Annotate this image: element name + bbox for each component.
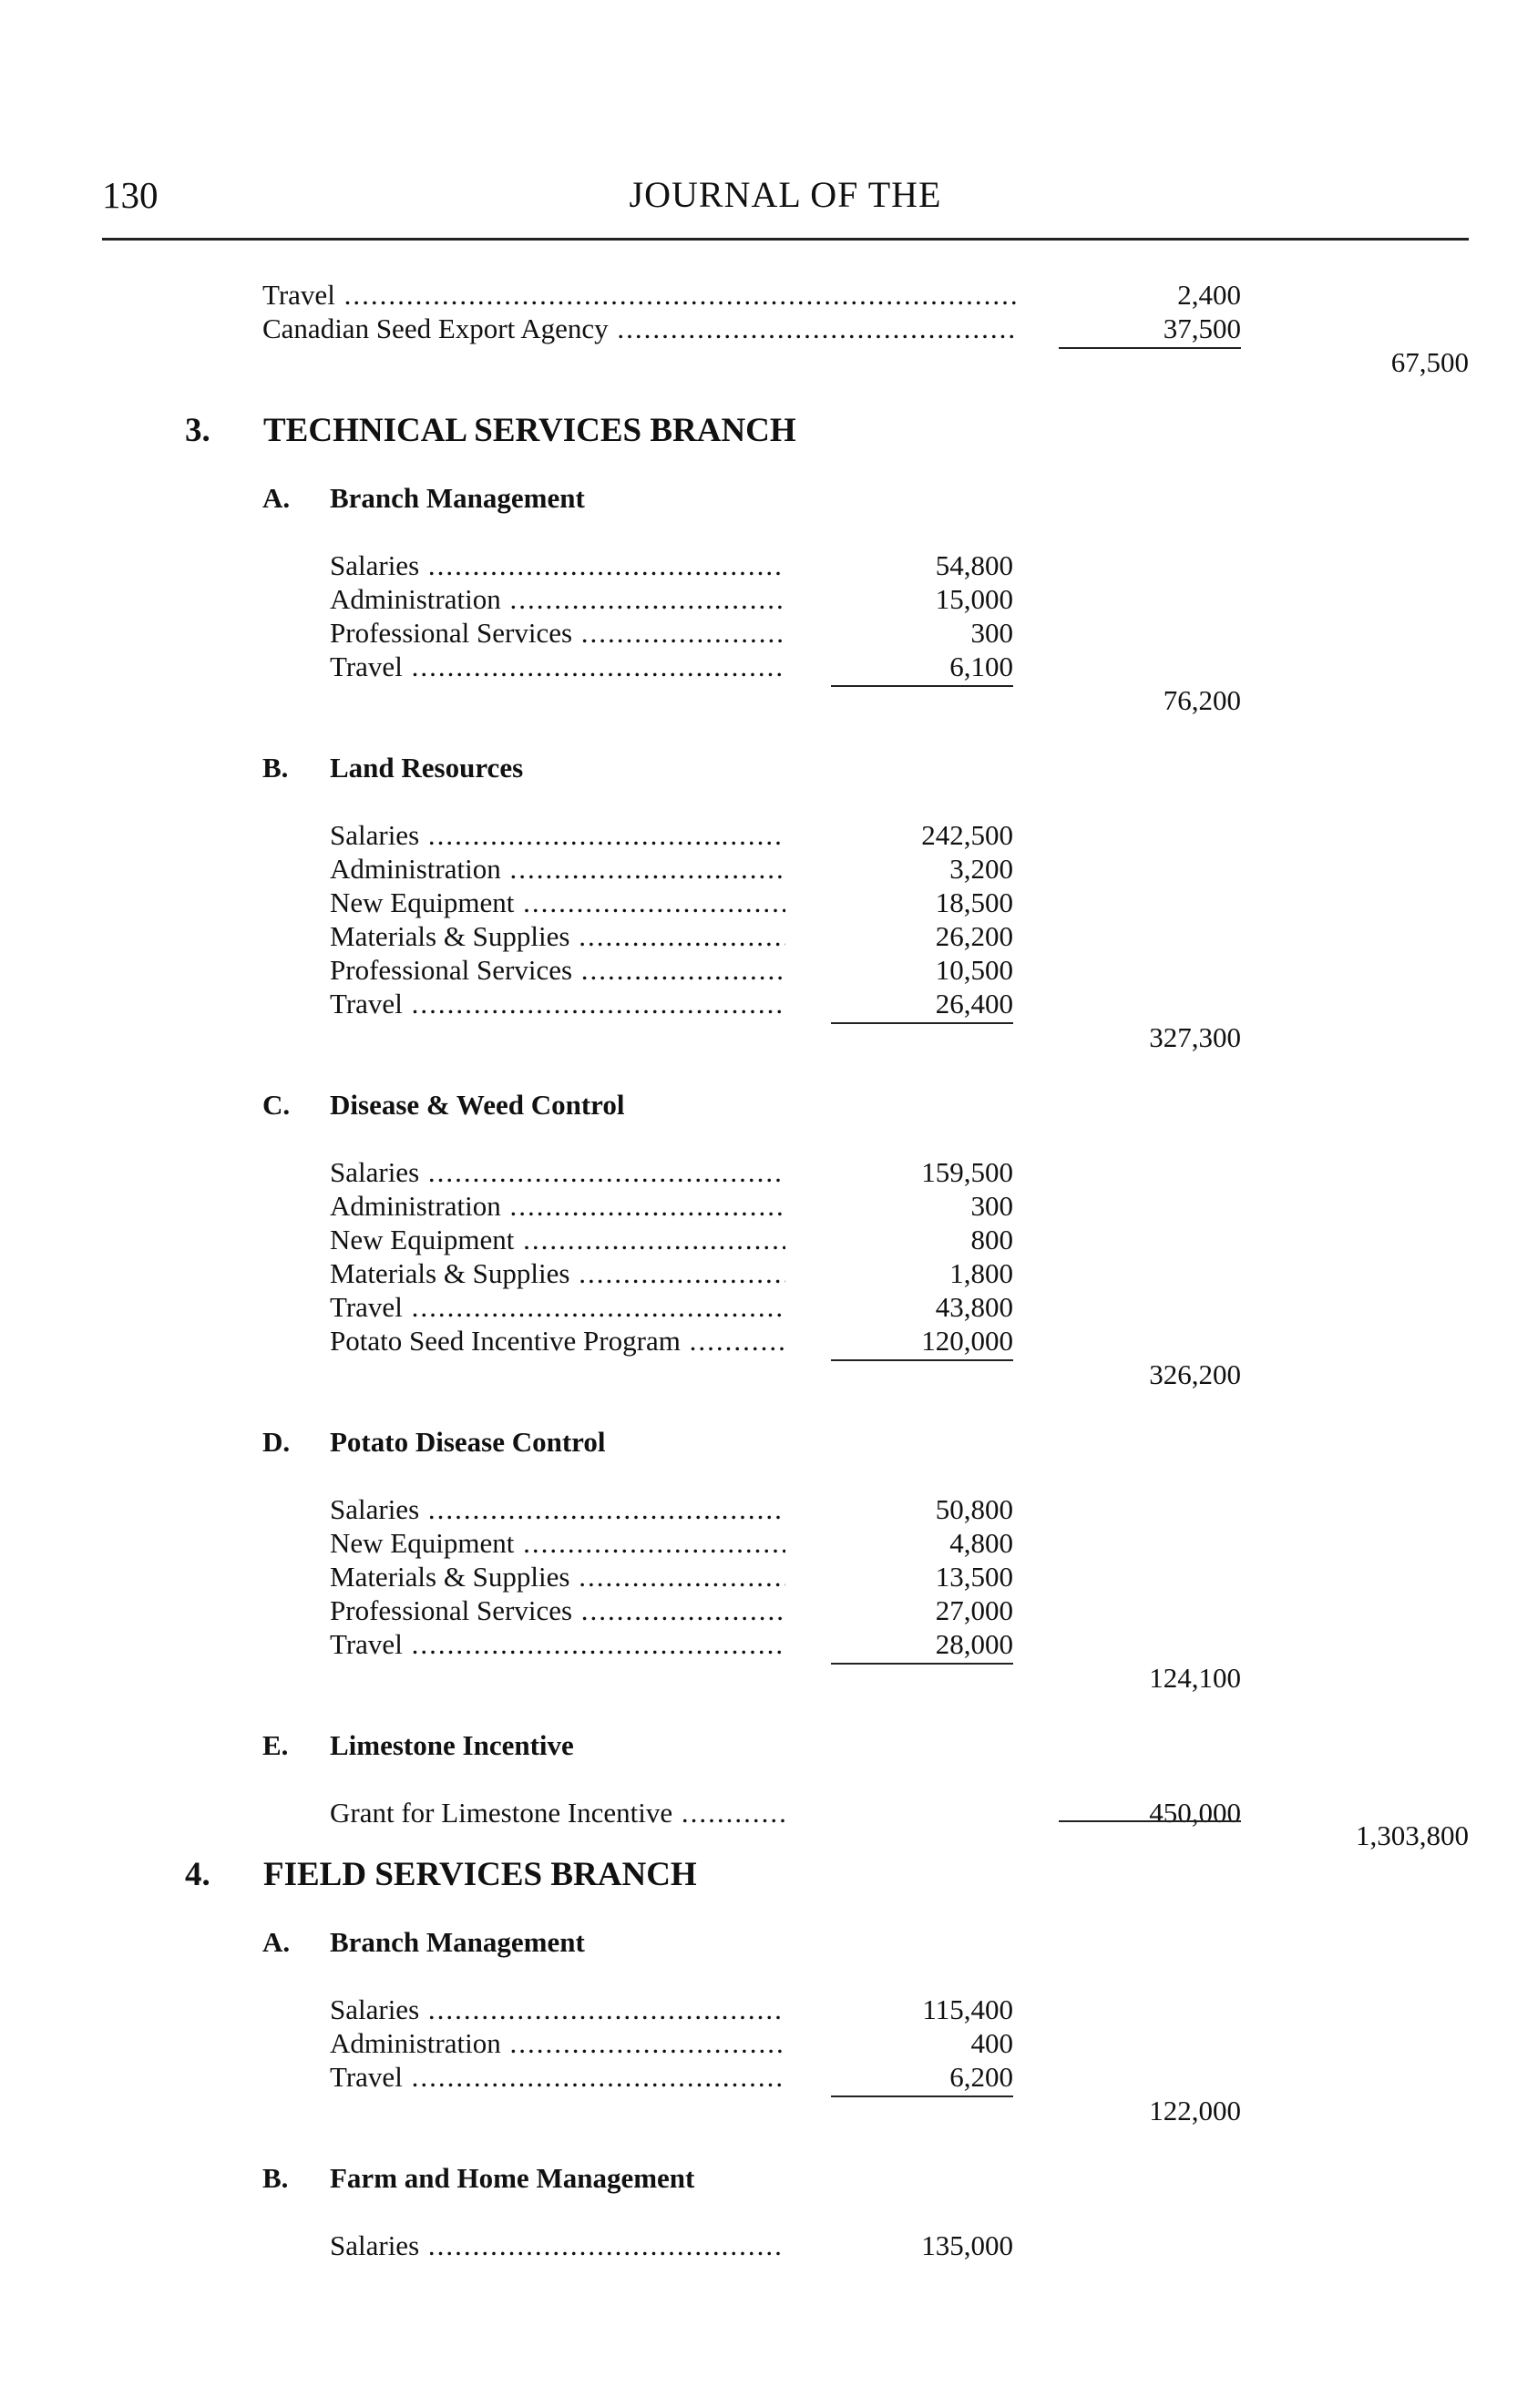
line-item-text: New Equipment .....	[330, 886, 785, 918]
line-item-text: Travel .....	[262, 279, 1019, 311]
line-item-text: Administration .....	[330, 583, 785, 615]
line-item	[262, 312, 1241, 346]
line-item-text: Administration .....	[330, 853, 785, 885]
line-item-text: Salaries .....	[330, 1993, 785, 2025]
line-item-text: Materials & Supplies .....	[330, 920, 785, 952]
line-item-label	[330, 1492, 785, 1527]
line-item-text: Professional Services .....	[330, 617, 785, 649]
line-item-text: New Equipment .....	[330, 1527, 785, 1559]
line-item-amount: 6,200	[949, 2061, 1013, 2093]
line-item	[330, 1560, 1013, 1594]
subsection-subtotal: 124,100	[1149, 1662, 1241, 1694]
line-item-amount: 120,000	[921, 1325, 1013, 1357]
line-item-amount: 43,800	[935, 1291, 1013, 1323]
line-item	[330, 1593, 1013, 1628]
line-item	[330, 818, 1013, 853]
subsection-title: Farm and Home Management	[330, 2162, 695, 2194]
line-item	[330, 1796, 1241, 1830]
line-item	[262, 278, 1241, 313]
line-item-label	[330, 1324, 785, 1358]
subsection-title: Limestone Incentive	[330, 1729, 574, 1761]
line-item-text: Administration .....	[330, 1190, 785, 1222]
subsection-subtotal: 326,200	[1149, 1358, 1241, 1390]
line-item-text: Travel .....	[330, 651, 785, 682]
line-item-amount: 135,000	[921, 2229, 1013, 2261]
line-item	[330, 2229, 1013, 2263]
line-item-text: Materials & Supplies .....	[330, 1561, 785, 1593]
journal-title: JOURNAL OF THE	[629, 174, 942, 215]
line-item	[330, 1526, 1013, 1561]
subsection-title: Branch Management	[330, 482, 585, 514]
line-item-label	[330, 1796, 785, 1830]
line-item-label	[330, 852, 785, 886]
line-item-label	[330, 987, 785, 1021]
line-item-text: Salaries .....	[330, 1156, 785, 1188]
line-item	[330, 919, 1013, 954]
line-item-amount: 10,500	[935, 954, 1013, 986]
line-item-label	[330, 616, 785, 651]
line-item	[330, 1627, 1013, 1662]
line-item	[330, 1492, 1013, 1527]
line-item-amount: 50,800	[935, 1493, 1013, 1525]
line-item	[330, 1256, 1013, 1291]
line-item-label	[330, 1155, 785, 1190]
line-item	[330, 650, 1013, 684]
line-item	[330, 953, 1013, 988]
line-item-label	[330, 919, 785, 954]
subsection-subtotal: 327,300	[1149, 1021, 1241, 1053]
subsection-title: Branch Management	[330, 1926, 585, 1958]
line-item-amount: 27,000	[935, 1594, 1013, 1626]
line-item	[330, 1223, 1013, 1257]
section-total-rule	[1059, 1820, 1241, 1822]
line-item-amount: 37,500	[1163, 313, 1241, 344]
line-item-label	[330, 2060, 785, 2095]
line-item-text: Grant for Limestone Incentive .....	[330, 1797, 785, 1829]
line-item	[330, 1290, 1013, 1325]
line-item	[330, 1324, 1013, 1358]
line-item-amount: 2,400	[1177, 279, 1241, 311]
subtotal-rule	[831, 1663, 1013, 1665]
section-total-amount: 1,303,800	[1356, 1819, 1469, 1851]
line-item	[330, 1155, 1013, 1190]
line-item-text: Canadian Seed Export Agency .....	[262, 313, 1019, 344]
subsection-letter: A.	[262, 482, 291, 514]
line-item-label	[330, 1526, 785, 1561]
line-item-amount: 115,400	[922, 1993, 1013, 2025]
line-item-label	[330, 1290, 785, 1325]
line-item-text: Materials & Supplies .....	[330, 1257, 785, 1289]
line-item	[330, 582, 1013, 617]
line-item-label	[330, 818, 785, 853]
section-title: FIELD SERVICES BRANCH	[263, 1856, 697, 1893]
line-item-amount: 159,500	[921, 1156, 1013, 1188]
section-number: 3.	[185, 412, 210, 449]
line-item-label	[330, 650, 785, 684]
line-item-label	[330, 953, 785, 988]
line-item-amount: 26,200	[935, 920, 1013, 952]
line-item-amount: 1,800	[949, 1257, 1013, 1289]
line-item-amount: 15,000	[935, 583, 1013, 615]
line-item-label	[330, 2026, 785, 2061]
line-item-label	[330, 886, 785, 920]
line-item-label	[330, 1189, 785, 1224]
subsection-letter: B.	[262, 2162, 289, 2194]
line-item-amount: 300	[970, 1190, 1013, 1222]
line-item-label	[262, 278, 1019, 313]
line-item-label	[330, 1993, 785, 2027]
line-item-amount: 450,000	[1149, 1797, 1241, 1829]
line-item-text: Travel .....	[330, 1291, 785, 1323]
line-item-amount: 6,100	[949, 651, 1013, 682]
line-item-amount: 242,500	[921, 819, 1013, 851]
line-item-label	[330, 1593, 785, 1628]
subtotal-rule	[831, 1022, 1013, 1024]
line-item-amount: 300	[970, 617, 1013, 649]
line-item-amount: 18,500	[935, 886, 1013, 918]
line-item	[330, 2060, 1013, 2095]
line-item-amount: 13,500	[935, 1561, 1013, 1593]
line-item-amount: 26,400	[935, 988, 1013, 1020]
line-item	[330, 987, 1013, 1021]
line-item	[330, 2026, 1013, 2061]
subtotal-rule	[831, 685, 1013, 687]
line-item	[330, 616, 1013, 651]
line-item-label	[262, 312, 1019, 346]
subsection-letter: B.	[262, 752, 289, 784]
subsection-title: Potato Disease Control	[330, 1426, 606, 1458]
subsection-title: Disease & Weed Control	[330, 1089, 625, 1121]
section-number: 4.	[185, 1856, 210, 1893]
line-item-text: Professional Services .....	[330, 1594, 785, 1626]
page-number: 130	[102, 174, 159, 216]
subsection-title: Land Resources	[330, 752, 524, 784]
line-item-text: Salaries .....	[330, 819, 785, 851]
line-item-text: New Equipment .....	[330, 1224, 785, 1255]
subsection-subtotal: 76,200	[1163, 684, 1241, 716]
subtotal-rule	[831, 1359, 1013, 1361]
line-item-amount: 800	[970, 1224, 1013, 1255]
line-item	[330, 852, 1013, 886]
line-item-label	[330, 582, 785, 617]
line-item-text: Salaries .....	[330, 2229, 785, 2261]
line-item-amount: 28,000	[935, 1628, 1013, 1660]
subsection-letter: A.	[262, 1926, 291, 1958]
line-item-text: Administration .....	[330, 2027, 785, 2059]
line-item-amount: 54,800	[935, 549, 1013, 581]
line-item-text: Travel .....	[330, 2061, 785, 2093]
subtotal-rule	[1059, 347, 1241, 349]
line-item-amount: 3,200	[949, 853, 1013, 885]
section-title: TECHNICAL SERVICES BRANCH	[263, 412, 796, 449]
top-total-amount: 67,500	[1390, 346, 1469, 378]
line-item-text: Travel .....	[330, 988, 785, 1020]
line-item-label	[330, 1627, 785, 1662]
line-item-text: Potato Seed Incentive Program .....	[330, 1325, 785, 1357]
line-item-text: Professional Services .....	[330, 954, 785, 986]
line-item-label	[330, 1223, 785, 1257]
line-item-text: Salaries .....	[330, 1493, 785, 1525]
line-item-label	[330, 1256, 785, 1291]
line-item	[330, 1993, 1013, 2027]
line-item-amount: 400	[970, 2027, 1013, 2059]
line-item-label	[330, 548, 785, 583]
line-item	[330, 548, 1013, 583]
line-item	[330, 886, 1013, 920]
subsection-letter: C.	[262, 1089, 291, 1121]
line-item-text: Travel .....	[330, 1628, 785, 1660]
subsection-letter: D.	[262, 1426, 291, 1458]
subsection-subtotal: 122,000	[1149, 2095, 1241, 2126]
line-item	[330, 1189, 1013, 1224]
subtotal-rule	[831, 2095, 1013, 2097]
line-item-label	[330, 1560, 785, 1594]
line-item-text: Salaries .....	[330, 549, 785, 581]
subsection-letter: E.	[262, 1729, 289, 1761]
line-item-amount: 4,800	[949, 1527, 1013, 1559]
line-item-label	[330, 2229, 785, 2263]
